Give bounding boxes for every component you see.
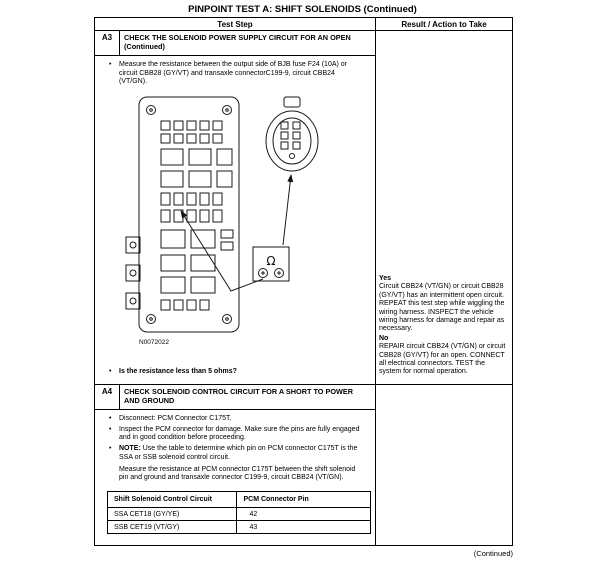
inner-col-pin-header: PCM Connector Pin bbox=[237, 492, 371, 508]
step-title-a3: CHECK THE SOLENOID POWER SUPPLY CIRCUIT FOR AN OPEN (Continued) bbox=[124, 33, 351, 52]
bullet-icon: • bbox=[109, 445, 112, 453]
inner-table-header-row bbox=[108, 492, 371, 508]
wiring-diagram-svg bbox=[123, 89, 375, 347]
note-text: Use the table to determine which pin on PCM connector C175T is the SSA or SSB solenoid control circuit. bbox=[119, 445, 358, 461]
a3-question-text: Is the resistance less than 5 ohms? bbox=[119, 368, 237, 376]
a4-note-text-wrap bbox=[119, 445, 364, 463]
bullet-icon: • bbox=[109, 425, 112, 433]
result-yes-text: Circuit CBB24 (VT/GN) or circuit CBB28 (GY/VT) has an intermittent open circuit. REPEAT this test step while wiggling the wiring harness. INSPECT the vehicle wiring harness for damage and repair as necessary. bbox=[379, 283, 505, 333]
result-no-text: REPAIR circuit CBB24 (VT/GN) or circuit CBB28 (GY/VT) for an open. CONNECT all electrical connectors. TEST the system for normal operation. bbox=[379, 343, 506, 376]
a3-result-cell bbox=[376, 31, 512, 384]
bullet-icon: • bbox=[109, 414, 112, 422]
col-header-test-step: Test Step bbox=[95, 18, 376, 30]
table-row-ssb bbox=[108, 521, 371, 534]
cell-ssa-circuit: SSA CET18 (GY/YE) bbox=[108, 508, 237, 521]
cell-ssb-circuit: SSB CET19 (VT/GY) bbox=[108, 521, 237, 534]
fuse-grid bbox=[161, 121, 233, 310]
bullet-icon: • bbox=[109, 368, 112, 376]
a4-step-content bbox=[95, 410, 375, 545]
a3-step-header bbox=[95, 31, 375, 56]
a4-disconnect-text: Disconnect: PCM Connector C175T. bbox=[119, 414, 232, 422]
step-id-a4: A4 bbox=[95, 385, 120, 409]
a3-question-bullet bbox=[109, 368, 371, 377]
solenoid-pin-table bbox=[107, 491, 371, 534]
pinpoint-test-table bbox=[94, 17, 513, 546]
cell-ssa-pin: 42 bbox=[237, 508, 371, 521]
figure-number: N0072022 bbox=[139, 339, 169, 347]
a4-test-step-cell bbox=[95, 385, 376, 545]
a3-instruction-bullet bbox=[109, 61, 371, 87]
ohmmeter bbox=[253, 247, 289, 281]
round-connector bbox=[266, 97, 318, 171]
circuit-diagram bbox=[123, 89, 375, 346]
test-step-a3-row bbox=[95, 31, 512, 385]
col-header-result-action: Result / Action to Take bbox=[401, 19, 487, 29]
result-yes-label: Yes bbox=[379, 275, 392, 282]
bullet-icon: • bbox=[109, 60, 112, 68]
a4-measure-text: Measure the resistance at PCM connector C175T between the shift solenoid pin and ground and transaxle connector C199-9, circuit CBB24 (VT/GN). bbox=[119, 465, 356, 482]
step-title-a4: CHECK SOLENOID CONTROL CIRCUIT FOR A SHORT TO POWER AND GROUND bbox=[124, 387, 354, 406]
cell-ssb-pin: 43 bbox=[237, 521, 371, 534]
result-no-label: No bbox=[379, 334, 389, 342]
inner-col-circuit-header: Shift Solenoid Control Circuit bbox=[108, 492, 237, 508]
side-connectors bbox=[126, 237, 140, 309]
continued-note: (Continued) bbox=[473, 549, 513, 558]
a4-step-header bbox=[95, 385, 375, 410]
a3-instruction-text: Measure the resistance between the output side of BJB fuse F24 (10A) or circuit CBB28 (GY/VT) and transaxle connectorC199-9, circuit CBB24 (VT/GN). bbox=[119, 60, 348, 86]
page-title: PINPOINT TEST A: SHIFT SOLENOIDS (Continued) bbox=[188, 4, 417, 15]
a4-bullet-disconnect bbox=[109, 415, 371, 424]
a4-bullet-note bbox=[109, 445, 371, 463]
a3-step-content bbox=[95, 56, 375, 384]
test-step-a4-row bbox=[95, 385, 512, 545]
fuse-box bbox=[126, 97, 239, 332]
a4-result-cell bbox=[376, 385, 512, 545]
note-label: NOTE: bbox=[119, 445, 141, 453]
table-header-row bbox=[95, 18, 512, 31]
table-row-ssa bbox=[108, 508, 371, 521]
a3-test-step-cell bbox=[95, 31, 376, 384]
a4-inspect-text: Inspect the PCM connector for damage. Make sure the pins are fully engaged and in good condition before proceeding. bbox=[119, 425, 360, 442]
a4-bullet-inspect bbox=[109, 426, 371, 444]
screw-icon bbox=[147, 106, 232, 324]
ohm-symbol: Ω bbox=[266, 254, 276, 269]
a3-result-block bbox=[379, 275, 509, 377]
step-id-a3: A3 bbox=[95, 31, 120, 55]
